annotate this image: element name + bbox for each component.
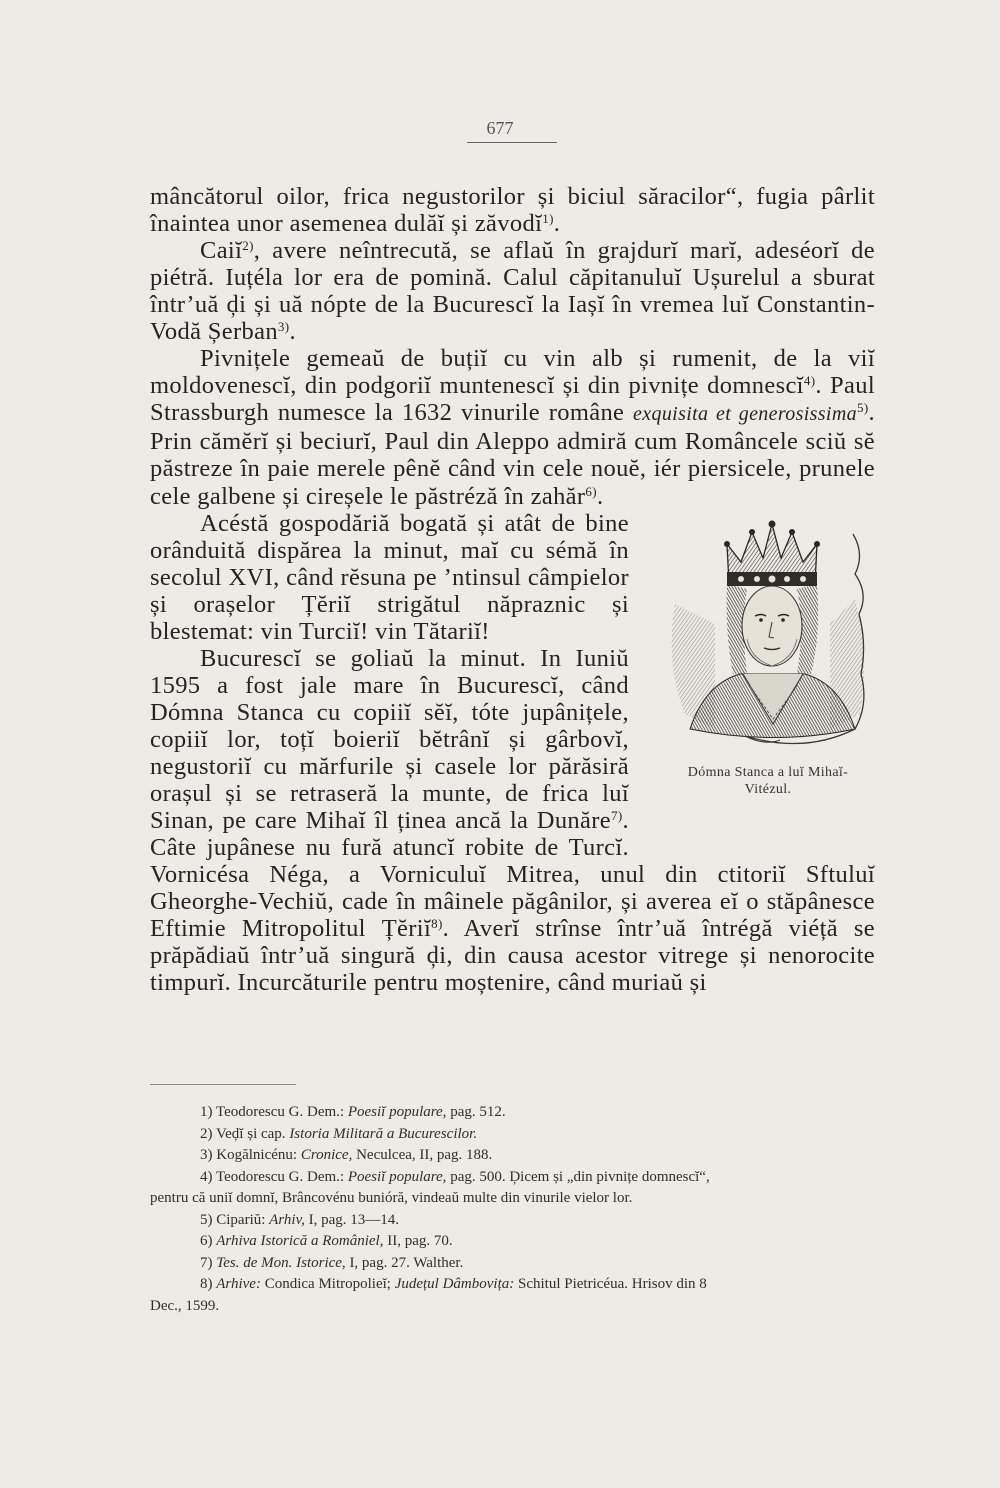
footnote-ref: 4): [803, 373, 816, 389]
page-number-rule: [467, 142, 557, 143]
footnote-ref: 2): [242, 238, 254, 254]
portrait-engraving: [655, 514, 885, 759]
footnote-ref: 6): [585, 483, 597, 499]
footnote-7: 7) Tes. de Mon. Istorice, I, pag. 27. Walther.: [200, 1254, 464, 1271]
portrait-caption: Dómna Stanca a luĭ Mihaĭ- Vitézul.: [687, 764, 849, 797]
footnote-ref: 8): [431, 916, 443, 932]
footnote-8-continued: Dec., 1599.: [150, 1297, 220, 1314]
paragraph-1: mâncătorul oilor, frica negustorilor și biciul săracilor“, fugia pârlit înaintea unor asemenea dulăĭ și zăvodĭ$^{1)}$.: [150, 183, 875, 238]
portrait-figure: [643, 514, 893, 844]
footnote-ref: 5): [856, 400, 869, 416]
footnote-8: 8) Arhive: Condica Mitropolieĭ; Județul Dâmbovița: Schitul Pietricéua. Hrisov din 8: [200, 1276, 707, 1292]
footnote-4: 4) Teodorescu G. Dem.: Poesiĭ populare, pag. 500. Ḑicem și „din pivnițe domnescĭ“,: [200, 1168, 710, 1185]
footnotes: [150, 1102, 878, 1317]
paragraph-2: Caiĭ$^{2)}$, avere neîntrecută, se aflaŭ în grajdurĭ marĭ, adeséorĭ de piétră. Iuțéla lor era de pomină. Calul căpitanuluĭ Ușurelul a sburat într’uă ḑi și uă nópte de la Bucurescĭ la Iașĭ în vremea luĭ Constantin-Vodă Șerban$^{3)}$.: [150, 237, 875, 346]
page-number: 677: [486, 118, 514, 138]
footnote-3: 3) Kogălnicénu: Cronice, Neculcea, II, pag. 188.: [200, 1147, 493, 1163]
footnote-5: 5) Cipariŭ: Arhiv, I, pag. 13—14.: [200, 1211, 400, 1228]
footnote-6: 6) Arhiva Istorică a Româniel, II, pag. 70.: [200, 1233, 453, 1249]
paragraph-4: Acéstă gospodăriă bogată și atât de bine orânduită dispărea la minut, maĭ cu sémă în secolul XVI, când rĕsuna pe ’ntinsul câmpielor și orașelor Țĕriĭ strigătul năpraznic și blestemat: vin Turciĭ! vin Tătariĭ!: [150, 509, 629, 645]
footnote-ref: 7): [610, 808, 623, 824]
footnote-2: 2) Veḑĭ și cap. Istoria Militară a Bucurescilor.: [200, 1125, 478, 1142]
paragraph-5: Bucurescĭ se goliaŭ la minut. In Iuniŭ 1595 a fost jale mare în Bucurescĭ, când Dómna Stanca cu copiiĭ sĕĭ, tóte jupânițele, copiiĭ lor, toțĭ boieriĭ bĕtrânĭ și gârbovĭ, negustoriĭ cu mărfurile și casele lor părăsiră orașul și se retraseră la munte, de frica luĭ Sinan, pe care Mihaĭ îl ținea ancă la Dunăre$^{7)}$. Câte jupânese nu fură atuncĭ robite de Turcĭ. Vornicésa Néga, a Vorniculuĭ Mitrea, unul din ctitoriĭ Sftuluĭ Gheorghe-Vechiŭ, cade în mâinele păgânilor, și averea eĭ o stăpânesce Eftimie Mitropolitul Țĕriĭ$^{8)}$. Averĭ strînse într’uă întrégă viéță se prăpădiaŭ într’uă singură ḑi, din causa acestor vitrege și nenorocite timpurĭ. Incurcăturile pentru moștenire, când muriaŭ și: [150, 644, 875, 997]
footnote-rule: [150, 1084, 296, 1085]
footnote-ref: 1): [542, 211, 554, 227]
main-text: [150, 183, 875, 996]
paragraph-3: Pivnițele gemeaŭ de buțiĭ cu vin alb și rumenit, de la viĭ moldovenescĭ, din podgoriĭ muntenescĭ și din pivnițe domnescĭ$^{4)}$. Paul Strassburgh numesce la 1632 vinurile române exquisita et generosissima$^{5)}$. Prin cămĕrĭ și beciurĭ, Paul din Aleppo admiră cum Româncele sciŭ sĕ păstreze în paie merele pênĕ când vin cele nouĕ, iér piersicele, prunele cele galbene și cireșele le păstréză în zahăr$^{6)}$.: [150, 345, 875, 510]
footnote-4-continued: pentru că uniĭ domnĭ, Brâncovénu bunióră, vindeaŭ multe din vinurile vielor lor.: [150, 1190, 633, 1206]
footnote-1: 1) Teodorescu G. Dem.: Poesiĭ populare, pag. 512.: [200, 1104, 506, 1120]
footnote-ref: 3): [277, 319, 290, 335]
